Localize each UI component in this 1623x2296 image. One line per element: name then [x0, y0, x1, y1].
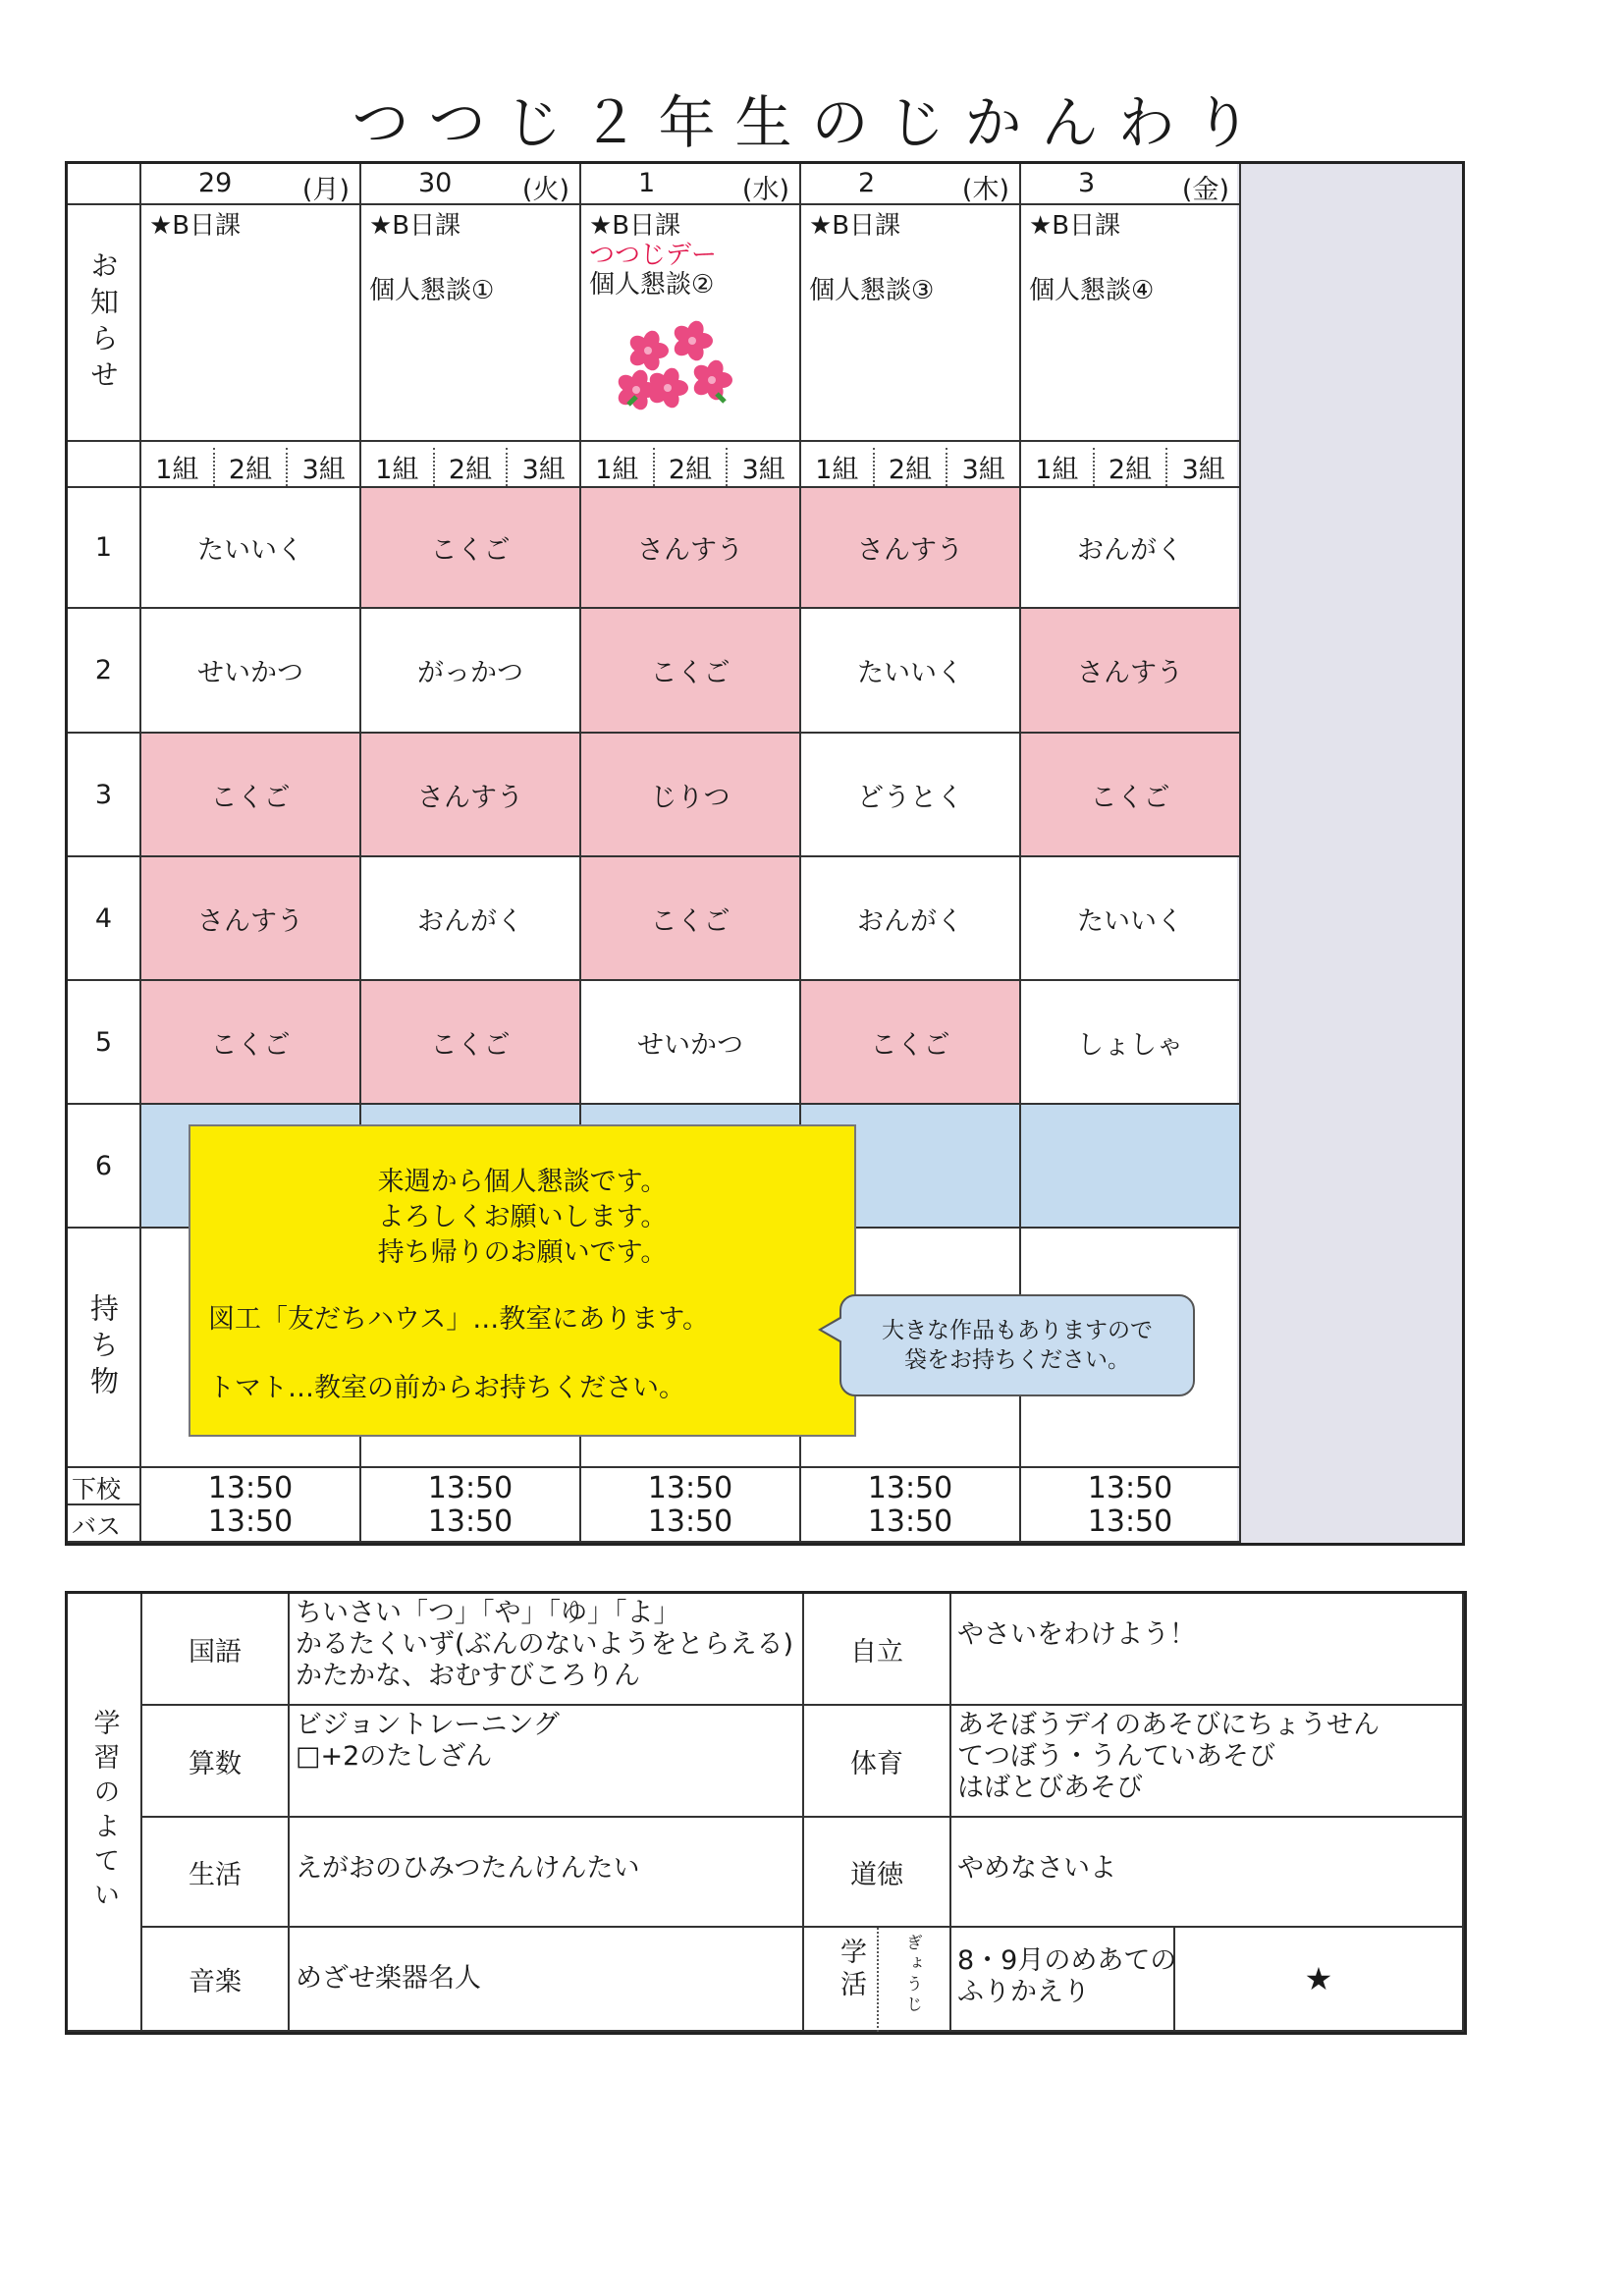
subject-cell: どうとく	[801, 734, 1021, 857]
note-line-3: 持ち帰りのお願いです。	[377, 1237, 668, 1268]
class-row	[801, 442, 1021, 488]
notice-content	[581, 205, 725, 305]
day-header	[581, 164, 801, 205]
class-label: 1組	[361, 448, 435, 486]
subject-kokugo: 国語	[142, 1594, 290, 1706]
time-cell	[141, 1468, 361, 1543]
subject-cell: さんすう	[1021, 609, 1241, 734]
taiiku-content	[951, 1706, 1464, 1818]
subject-cell: がっかつ	[361, 609, 581, 734]
weekday-label: (月)	[301, 175, 350, 205]
bus-time: 13:50	[1087, 1504, 1173, 1539]
dismissal-time: 13:50	[207, 1471, 294, 1505]
class-label: 3組	[1181, 455, 1225, 485]
class-list	[801, 448, 1019, 486]
notice-content	[141, 205, 248, 246]
class-label: 2組	[655, 448, 729, 486]
jiritsu-content	[951, 1594, 1464, 1706]
note-line-4: 図工「友だちハウス」…教室にあります。	[208, 1304, 710, 1335]
sansu-line: □+2のたしざん	[296, 1741, 493, 1772]
date-label: 29	[198, 168, 233, 198]
subject-sansu: 算数	[142, 1706, 290, 1818]
notice-line: ★B日課	[589, 211, 681, 241]
class-label: 3組	[961, 455, 1005, 485]
class-label: 1組	[141, 448, 215, 486]
notice-line: ★B日課	[149, 211, 242, 241]
interview-label: 個人懇談③	[809, 276, 935, 305]
notice-label: お知らせ	[68, 205, 141, 442]
subject-taiiku: 体育	[804, 1706, 951, 1818]
class-row	[361, 442, 581, 488]
notice-cell	[801, 205, 1021, 442]
class-list	[141, 448, 359, 486]
interview-label: 個人懇談①	[369, 276, 495, 305]
subject-cell: さんすう	[801, 488, 1021, 609]
time-cell	[361, 1468, 581, 1543]
time-list	[801, 1472, 1019, 1539]
subject-cell: おんがく	[801, 857, 1021, 981]
learning-label: 学習のよてい	[68, 1594, 142, 2032]
class-label: 2組	[1095, 448, 1168, 486]
weekday-label: (水)	[741, 175, 789, 205]
interview-label: 個人懇談④	[1029, 276, 1155, 305]
notice-spacer	[809, 241, 934, 270]
class-list	[361, 448, 579, 486]
subject-cell: たいいく	[801, 609, 1021, 734]
subject-cell: さんすう	[581, 488, 801, 609]
dismissal-time: 13:50	[1087, 1471, 1173, 1505]
bubble-tail-fill	[822, 1318, 842, 1341]
class-label: 1組	[1021, 448, 1095, 486]
gakkatsu-label: 学活	[836, 1938, 866, 2002]
date-label: 30	[418, 168, 453, 198]
gakkatsu-line: 8・9月のめあての	[957, 1945, 1177, 1976]
day-header	[361, 164, 581, 205]
notice-content	[801, 205, 942, 311]
announcement-note	[189, 1124, 856, 1437]
date-label: 1	[638, 168, 656, 198]
dismissal-time: 13:50	[427, 1471, 514, 1505]
date-label: 2	[858, 168, 876, 198]
period-number: 6	[68, 1105, 141, 1229]
class-corner	[68, 442, 141, 488]
bubble-line-2: 袋をお持ちください。	[904, 1347, 1130, 1373]
dismissal-label-cell	[68, 1468, 141, 1543]
subject-dotoku: 道徳	[804, 1818, 951, 1928]
period6-cell	[1021, 1105, 1241, 1229]
azalea-flower-icon	[609, 311, 736, 419]
note-line-1: 来週から個人懇談です。	[377, 1167, 668, 1197]
taiiku-line: はばとびあそび	[957, 1773, 1143, 1803]
subject-gakkatsu	[804, 1928, 951, 2032]
dismissal-label: 下校	[72, 1475, 122, 1503]
gakkatsu-divider	[877, 1928, 879, 2032]
subject-cell: せいかつ	[581, 981, 801, 1105]
period-number: 3	[68, 734, 141, 857]
belongings-label: 持ち物	[68, 1229, 141, 1468]
bus-time: 13:50	[427, 1504, 514, 1539]
period-number: 1	[68, 488, 141, 609]
time-list	[581, 1472, 799, 1539]
taiiku-line: てつぼう・うんていあそび	[957, 1741, 1275, 1772]
day-header	[141, 164, 361, 205]
subject-cell: たいいく	[141, 488, 361, 609]
bubble-line-1: 大きな作品もありますので	[882, 1318, 1153, 1343]
class-row	[581, 442, 801, 488]
subject-cell: こくご	[581, 609, 801, 734]
star-icon: ★	[1175, 1928, 1464, 2032]
class-label: 3組	[521, 455, 566, 485]
subject-cell: こくご	[141, 734, 361, 857]
taiiku-line: あそぼうデイのあそびにちょうせん	[957, 1710, 1380, 1740]
dotoku-line: やめなさいよ	[957, 1853, 1116, 1884]
interview-label: 個人懇談②	[589, 270, 715, 300]
jiritsu-line: やさいをわけよう！	[957, 1619, 1196, 1650]
class-label: 2組	[875, 448, 948, 486]
subject-cell: こくご	[361, 488, 581, 609]
class-label: 1組	[801, 448, 875, 486]
sansu-content	[290, 1706, 804, 1818]
class-row	[141, 442, 361, 488]
time-list	[141, 1472, 359, 1539]
class-label: 3組	[741, 455, 785, 485]
subject-cell: さんすう	[361, 734, 581, 857]
period-number: 5	[68, 981, 141, 1105]
subject-cell: せいかつ	[141, 609, 361, 734]
class-list	[581, 448, 799, 486]
gakkatsu-ruby: ぎょうじ	[902, 1934, 922, 2016]
bus-label: バス	[72, 1512, 122, 1541]
weekday-label: (木)	[961, 175, 1009, 205]
ongaku-content	[290, 1928, 804, 2032]
subject-cell: じりつ	[581, 734, 801, 857]
subject-cell: こくご	[581, 857, 801, 981]
subject-cell: こくご	[361, 981, 581, 1105]
notice-cell	[1021, 205, 1241, 442]
time-list	[1021, 1472, 1239, 1539]
notice-content	[1021, 205, 1162, 311]
ongaku-line: めざせ楽器名人	[296, 1963, 481, 1994]
kokugo-line: かたかな、おむすびころりん	[296, 1661, 640, 1691]
dismissal-time: 13:50	[647, 1471, 733, 1505]
dotoku-content	[951, 1818, 1464, 1928]
class-label: 2組	[215, 448, 289, 486]
subject-cell: こくご	[141, 981, 361, 1105]
learning-schedule	[65, 1591, 1467, 2035]
day-header	[1021, 164, 1241, 205]
notice-line: ★B日課	[1029, 211, 1121, 241]
kokugo-content	[290, 1594, 804, 1706]
subject-cell: しょしゃ	[1021, 981, 1241, 1105]
period-number: 4	[68, 857, 141, 981]
class-label: 2組	[435, 448, 509, 486]
subject-cell: こくご	[1021, 734, 1241, 857]
seikatsu-line: えがおのひみつたんけんたい	[296, 1853, 640, 1884]
seikatsu-content	[290, 1818, 804, 1928]
day-header	[801, 164, 1021, 205]
notice-spacer	[369, 241, 494, 270]
bus-time: 13:50	[207, 1504, 294, 1539]
gakkatsu-content	[951, 1928, 1175, 2032]
class-list	[1021, 448, 1239, 486]
subject-ongaku: 音楽	[142, 1928, 290, 2032]
notice-cell	[141, 205, 361, 442]
notice-line: ★B日課	[809, 211, 901, 241]
subject-cell: こくご	[801, 981, 1021, 1105]
period-number: 2	[68, 609, 141, 734]
dismissal-time: 13:50	[867, 1471, 953, 1505]
bus-time: 13:50	[647, 1504, 733, 1539]
gakkatsu-line: ふりかえり	[957, 1977, 1090, 2007]
page-title: つつじ２年生のじかんわり	[352, 89, 1271, 156]
class-label: 1組	[581, 448, 655, 486]
subject-jiritsu: 自立	[804, 1594, 951, 1706]
subject-cell: さんすう	[141, 857, 361, 981]
subject-cell: たいいく	[1021, 857, 1241, 981]
kokugo-line: かるたくいず(ぶんのないようをとらえる)	[296, 1629, 794, 1660]
time-cell	[1021, 1468, 1241, 1543]
note-line-2: よろしくお願いします。	[377, 1202, 668, 1232]
notice-cell	[361, 205, 581, 442]
subject-cell: おんがく	[361, 857, 581, 981]
class-row	[1021, 442, 1241, 488]
time-cell	[801, 1468, 1021, 1543]
notice-content	[361, 205, 502, 311]
date-label: 3	[1078, 168, 1096, 198]
time-list	[361, 1472, 579, 1539]
bus-time: 13:50	[867, 1504, 953, 1539]
corner-cell	[68, 164, 141, 205]
notice-line: ★B日課	[369, 211, 461, 241]
speech-bubble	[839, 1294, 1195, 1396]
weekday-label: (火)	[521, 175, 569, 205]
subject-seikatsu: 生活	[142, 1818, 290, 1928]
sansu-line: ビジョントレーニング	[296, 1710, 560, 1740]
kokugo-line: ちいさい「つ」「や」「ゆ」「よ」	[296, 1598, 680, 1628]
note-line-5: トマト…教室の前からお持ちください。	[208, 1373, 685, 1403]
special-day-label: つつじデー	[589, 241, 718, 270]
time-cell	[581, 1468, 801, 1543]
dismissal-bus-divider	[68, 1503, 139, 1505]
notice-spacer	[1029, 241, 1154, 270]
subject-cell: おんがく	[1021, 488, 1241, 609]
class-label: 3組	[301, 455, 346, 485]
weekday-label: (金)	[1181, 175, 1229, 205]
